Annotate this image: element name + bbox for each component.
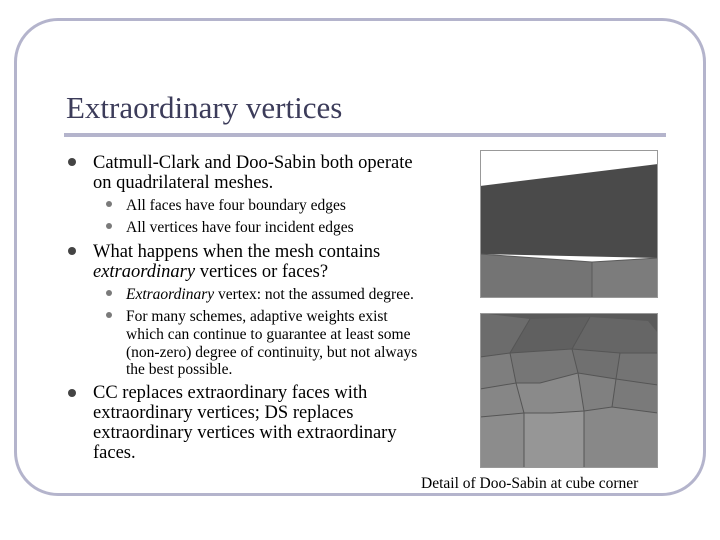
- bullet-2-sub-2-line-3: (non-zero) degree of continuity, but not always: [126, 344, 418, 361]
- emphasis-extraordinary: extraordinary: [93, 262, 196, 282]
- bullet-2-line-2: [93, 262, 328, 282]
- bullet-3-line-4: faces.: [93, 443, 136, 463]
- figure-caption: Detail of Doo-Sabin at cube corner: [421, 475, 639, 492]
- bullet-1-sub-2: All vertices have four incident edges: [126, 219, 354, 236]
- bullet-1-line-2: on quadrilateral meshes.: [93, 173, 274, 193]
- sub-bullet-marker: [106, 290, 112, 296]
- bullet-marker: [68, 158, 76, 166]
- bullet-1-line-1: Catmull-Clark and Doo-Sabin both operate: [93, 153, 413, 173]
- doo-sabin-top-view-image: [480, 150, 658, 298]
- sub-bullet-marker: [106, 312, 112, 318]
- bullet-3-line-2: extraordinary vertices; DS replaces: [93, 403, 354, 423]
- bullet-marker: [68, 247, 76, 255]
- bullet-2-line-2-rest: vertices or faces?: [195, 262, 329, 282]
- sub-bullet-marker: [106, 201, 112, 207]
- bullet-2-sub-1: [126, 286, 414, 303]
- bullet-1-sub-1: All faces have four boundary edges: [126, 197, 346, 214]
- bullet-marker: [68, 389, 76, 397]
- slide-title: Extraordinary vertices: [66, 90, 343, 125]
- emphasis-extraordinary-vertex: Extraordinary: [126, 286, 215, 303]
- bullet-2-sub-2-line-2: which can continue to guarantee at least some: [126, 326, 411, 343]
- title-underline: [64, 133, 666, 137]
- bullet-2-sub-1-rest: vertex: not the assumed degree.: [214, 286, 414, 303]
- bullet-2-line-1: What happens when the mesh contains: [93, 242, 381, 262]
- bullet-3-line-3: extraordinary vertices with extraordinary: [93, 423, 397, 443]
- sub-bullet-marker: [106, 223, 112, 229]
- bullet-2-sub-2-line-4: the best possible.: [126, 361, 233, 378]
- bullet-2-sub-2-line-1: For many schemes, adaptive weights exist: [126, 308, 388, 325]
- bullet-3-line-1: CC replaces extraordinary faces with: [93, 383, 368, 403]
- doo-sabin-corner-image: [480, 313, 658, 468]
